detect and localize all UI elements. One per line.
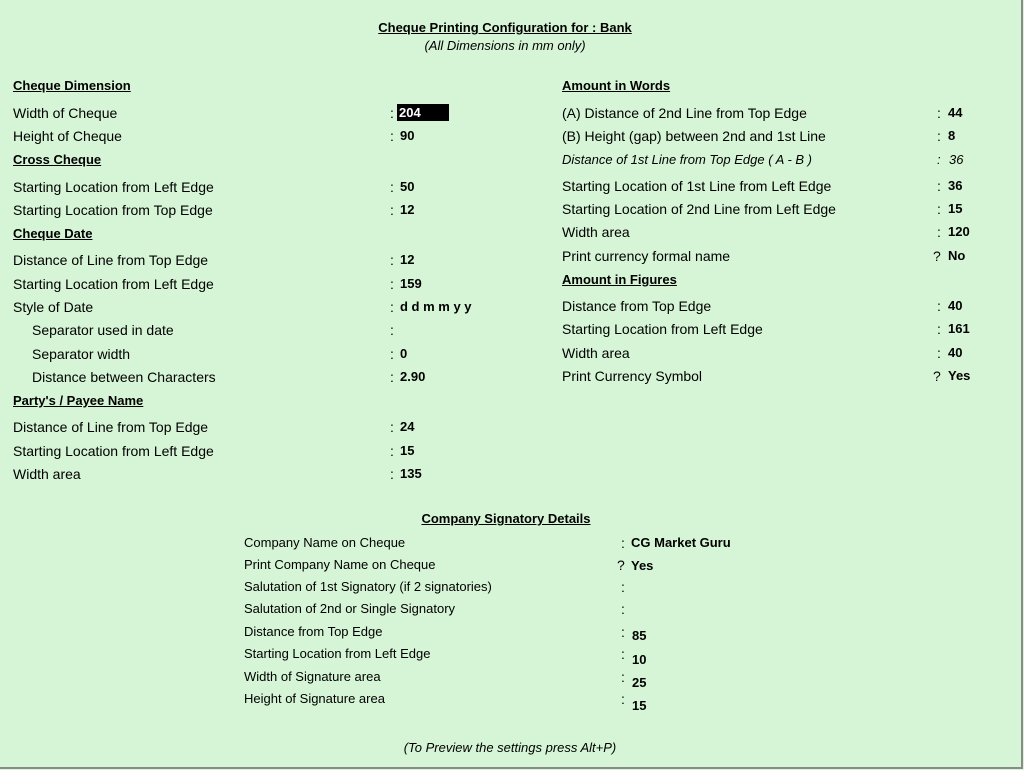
- words-a-field[interactable]: 44: [948, 105, 963, 120]
- question-mark: ?: [617, 557, 625, 573]
- height-of-cheque-field[interactable]: 90: [400, 128, 415, 143]
- figures-top-label: Distance from Top Edge: [562, 298, 712, 314]
- colon: :: [621, 601, 625, 617]
- section-cross-cheque: Cross Cheque: [13, 152, 102, 167]
- separator-width-label: Separator width: [32, 346, 131, 362]
- payee-top-label: Distance of Line from Top Edge: [13, 419, 209, 435]
- separator-width-field[interactable]: 0: [400, 346, 408, 361]
- salutation-1st-label: Salutation of 1st Signatory (if 2 signatories): [244, 579, 492, 594]
- sig-left-label: Starting Location from Left Edge: [244, 646, 431, 661]
- payee-top-field[interactable]: 24: [400, 419, 415, 434]
- style-of-date-label: Style of Date: [13, 299, 94, 315]
- colon: :: [390, 128, 394, 144]
- colon: :: [621, 535, 625, 551]
- currency-symbol-field[interactable]: Yes: [948, 368, 971, 383]
- separator-label: Separator used in date: [32, 322, 174, 338]
- colon: :: [390, 369, 394, 385]
- colon: :: [390, 299, 394, 315]
- sig-left-field[interactable]: 10: [632, 652, 647, 667]
- payee-width-label: Width area: [13, 466, 81, 482]
- sig-height-field[interactable]: 15: [632, 698, 647, 713]
- colon: :: [937, 321, 941, 337]
- currency-symbol-label: Print Currency Symbol: [562, 368, 703, 384]
- words-width-field[interactable]: 120: [948, 224, 970, 239]
- section-cheque-dimension: Cheque Dimension: [13, 78, 131, 93]
- cross-top-field[interactable]: 12: [400, 202, 415, 217]
- words-line2-left-field[interactable]: 15: [948, 201, 963, 216]
- colon: :: [390, 202, 394, 218]
- section-cheque-date: Cheque Date: [13, 226, 93, 241]
- colon: :: [621, 579, 625, 595]
- company-name-label: Company Name on Cheque: [244, 535, 406, 550]
- colon: :: [937, 128, 941, 144]
- colon: :: [390, 346, 394, 362]
- sig-height-label: Height of Signature area: [244, 691, 385, 706]
- words-width-label: Width area: [562, 224, 630, 240]
- section-amount-in-figures: Amount in Figures: [562, 272, 677, 287]
- style-of-date-field[interactable]: d d m m y y: [400, 299, 472, 314]
- colon: :: [390, 466, 394, 482]
- question-mark: ?: [933, 368, 941, 384]
- date-top-field[interactable]: 12: [400, 252, 415, 267]
- width-of-cheque-label: Width of Cheque: [13, 105, 118, 121]
- words-line1-left-field[interactable]: 36: [948, 178, 963, 193]
- colon: :: [621, 691, 625, 707]
- date-left-field[interactable]: 159: [400, 276, 422, 291]
- colon: :: [937, 152, 941, 167]
- words-b-label: (B) Height (gap) between 2nd and 1st Line: [562, 128, 826, 144]
- height-of-cheque-label: Height of Cheque: [13, 128, 122, 144]
- page-title: Cheque Printing Configuration for : Bank: [378, 20, 632, 35]
- print-company-name-field[interactable]: Yes: [631, 558, 654, 573]
- width-of-cheque-field[interactable]: 204: [397, 105, 449, 120]
- colon: :: [937, 224, 941, 240]
- currency-formal-field[interactable]: No: [948, 248, 966, 263]
- sig-top-label: Distance from Top Edge: [244, 624, 383, 639]
- date-top-label: Distance of Line from Top Edge: [13, 252, 209, 268]
- words-line1-left-label: Starting Location of 1st Line from Left Edge: [562, 178, 832, 194]
- colon: :: [390, 419, 394, 435]
- currency-formal-label: Print currency formal name: [562, 248, 731, 264]
- figures-width-field[interactable]: 40: [948, 345, 963, 360]
- print-company-name-label: Print Company Name on Cheque: [244, 557, 436, 572]
- figures-left-label: Starting Location from Left Edge: [562, 321, 763, 337]
- words-ab-value: 36: [949, 152, 964, 167]
- cross-top-label: Starting Location from Top Edge: [13, 202, 213, 218]
- colon: :: [390, 252, 394, 268]
- colon: :: [621, 646, 625, 662]
- payee-width-field[interactable]: 135: [400, 466, 422, 481]
- figures-top-field[interactable]: 40: [948, 298, 963, 313]
- figures-left-field[interactable]: 161: [948, 321, 970, 336]
- words-a-label: (A) Distance of 2nd Line from Top Edge: [562, 105, 807, 121]
- section-amount-in-words: Amount in Words: [562, 78, 671, 93]
- colon: :: [937, 178, 941, 194]
- colon: :: [621, 624, 625, 640]
- colon: :: [937, 201, 941, 217]
- cross-left-label: Starting Location from Left Edge: [13, 179, 214, 195]
- question-mark: ?: [933, 248, 941, 264]
- colon: :: [390, 276, 394, 292]
- payee-left-label: Starting Location from Left Edge: [13, 443, 214, 459]
- page-subtitle: (All Dimensions in mm only): [424, 38, 586, 53]
- company-name-field[interactable]: CG Market Guru: [631, 535, 731, 550]
- section-payee-name: Party's / Payee Name: [13, 393, 144, 408]
- colon: :: [390, 105, 394, 121]
- colon: :: [621, 669, 625, 685]
- cross-left-field[interactable]: 50: [400, 179, 415, 194]
- colon: :: [937, 105, 941, 121]
- colon: :: [937, 345, 941, 361]
- char-distance-label: Distance between Characters: [32, 369, 216, 385]
- sig-width-label: Width of Signature area: [244, 669, 381, 684]
- preview-hint: (To Preview the settings press Alt+P): [403, 740, 617, 755]
- figures-width-label: Width area: [562, 345, 630, 361]
- words-line2-left-label: Starting Location of 2nd Line from Left Edge: [562, 201, 836, 217]
- colon: :: [390, 443, 394, 459]
- sig-top-field[interactable]: 85: [632, 628, 647, 643]
- date-left-label: Starting Location from Left Edge: [13, 276, 214, 292]
- colon: :: [390, 322, 394, 338]
- section-company-signatory: Company Signatory Details: [421, 511, 591, 526]
- salutation-2nd-label: Salutation of 2nd or Single Signatory: [244, 601, 456, 616]
- payee-left-field[interactable]: 15: [400, 443, 415, 458]
- colon: :: [390, 179, 394, 195]
- words-b-field[interactable]: 8: [948, 128, 956, 143]
- sig-width-field[interactable]: 25: [632, 675, 647, 690]
- char-distance-field[interactable]: 2.90: [400, 369, 426, 384]
- words-ab-label: Distance of 1st Line from Top Edge ( A - B ): [562, 152, 813, 167]
- colon: :: [937, 298, 941, 314]
